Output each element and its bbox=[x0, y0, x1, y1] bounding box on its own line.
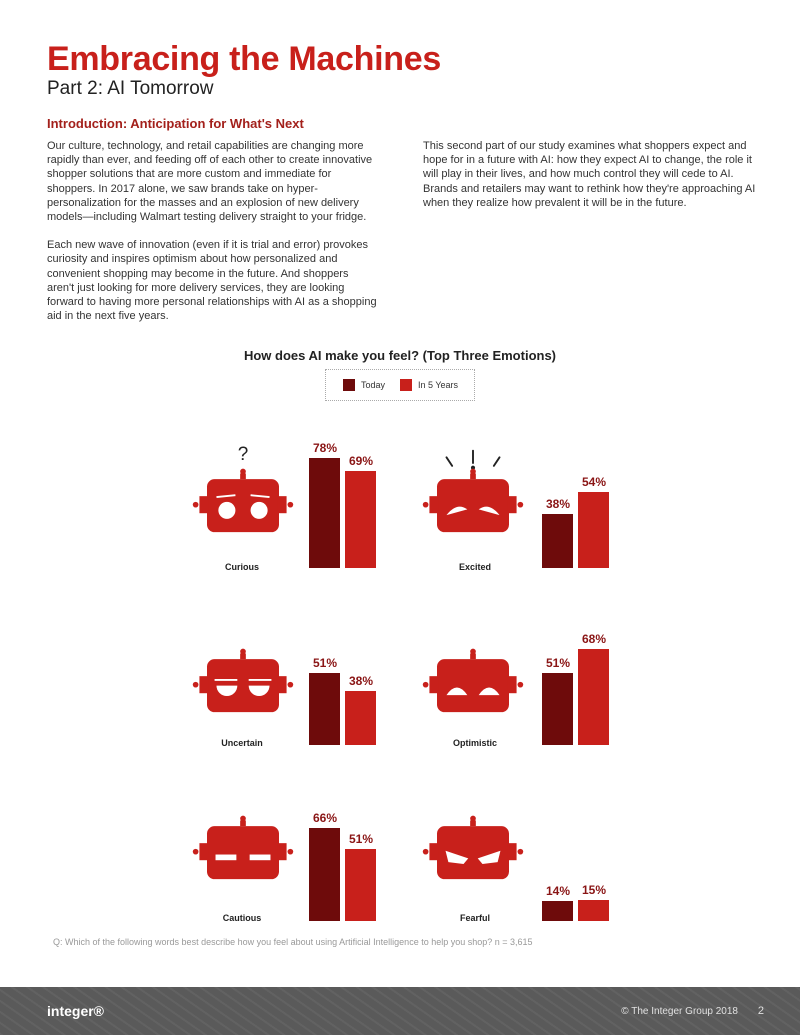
data-label: 69% bbox=[348, 453, 374, 468]
data-label: 51% bbox=[348, 831, 374, 846]
chart-legend bbox=[325, 369, 475, 401]
robot-face-icon bbox=[418, 792, 528, 882]
section-heading: Introduction: Anticipation for What's Next bbox=[47, 116, 304, 131]
legend-item-in-5-years bbox=[400, 379, 458, 391]
category-label: Curious bbox=[224, 562, 259, 572]
bar-in-5-years bbox=[578, 900, 609, 921]
bar-in-5-years bbox=[578, 649, 609, 745]
data-label: 68% bbox=[581, 631, 607, 646]
body-paragraph: This second part of our study examines what shoppers expect and hope for in a future with AI: how they expect AI to change, the role it will play in their lives, and how much control they will cede to AI. Brands and retailers may want to rethink how they're approaching AI when they realize how prevalent it will be in the future. bbox=[423, 140, 756, 209]
bar-in-5-years bbox=[578, 492, 609, 568]
robot-illustration bbox=[188, 792, 298, 887]
bar-in-5-years bbox=[345, 849, 376, 921]
bar-today bbox=[542, 514, 573, 568]
legend-label: Today bbox=[361, 380, 386, 390]
page-number: 2 bbox=[757, 1005, 764, 1017]
category-label: Cautious bbox=[222, 913, 262, 923]
data-label: 51% bbox=[312, 655, 338, 670]
data-label: 78% bbox=[312, 440, 338, 455]
data-label: 54% bbox=[581, 474, 607, 489]
robot-face-icon bbox=[188, 625, 298, 715]
robot-illustration bbox=[418, 625, 528, 720]
category-label: Excited bbox=[458, 562, 491, 572]
bar-today bbox=[309, 828, 340, 921]
bar-today bbox=[309, 673, 340, 745]
robot-illustration bbox=[188, 625, 298, 720]
robot-illustration bbox=[418, 792, 528, 887]
data-label: 38% bbox=[545, 497, 571, 512]
category-label: Fearful bbox=[459, 913, 490, 923]
legend-label: In 5 Years bbox=[418, 380, 459, 390]
body-paragraph: Our culture, technology, and retail capabilities are changing more rapidly than ever, and feeding off of each other to create innovative shopper solutions that are more custom and immediate for shoppers. In 2017 alone, we saw brands take on hyper-personalization for the masses and an explosion of new delivery models—including Walmart testing delivery straight to your fridge. bbox=[47, 140, 373, 224]
body-right-column bbox=[423, 139, 758, 224]
robot-face-icon bbox=[188, 792, 298, 882]
robot-illustration bbox=[418, 445, 528, 540]
exclamation-icon bbox=[446, 451, 499, 469]
robot-illustration bbox=[188, 445, 298, 540]
question-mark-icon: ? bbox=[237, 445, 249, 466]
data-label: 66% bbox=[312, 810, 338, 825]
body-paragraph: Each new wave of innovation (even if it is trial and error) provokes curiosity and inspires optimism about how personalized and convenient shopping may become in the future. And shoppers aren't just looking for more delivery services, they are looking forward to having more personal relationships with AI as a shopping aid in the next five years. bbox=[47, 239, 377, 323]
bar-today bbox=[542, 901, 573, 921]
data-label: 38% bbox=[348, 674, 374, 689]
page-footer bbox=[0, 987, 800, 1035]
legend-item-today bbox=[343, 379, 385, 391]
legend-swatch bbox=[343, 379, 355, 391]
footer-copyright: © The Integer Group 2018 bbox=[621, 1006, 738, 1017]
survey-footnote: Q: Which of the following words best describe how you feel about using Artificial Intelligence to help you shop? n = 3,615 bbox=[53, 937, 533, 947]
bar-in-5-years bbox=[345, 691, 376, 745]
legend-swatch bbox=[400, 379, 412, 391]
page-subtitle: Part 2: AI Tomorrow bbox=[47, 78, 214, 99]
bar-today bbox=[542, 673, 573, 745]
robot-face-icon bbox=[418, 445, 528, 535]
category-label: Uncertain bbox=[221, 738, 263, 748]
body-left-column bbox=[47, 139, 377, 337]
data-label: 14% bbox=[545, 884, 571, 899]
page-title: Embracing the Machines bbox=[47, 40, 441, 78]
chart-title: How does AI make you feel? (Top Three Emotions) bbox=[243, 348, 557, 363]
integer-logo: integer® bbox=[47, 1003, 104, 1019]
category-label: Optimistic bbox=[452, 738, 497, 748]
robot-face-icon bbox=[188, 445, 298, 535]
robot-face-icon bbox=[418, 625, 528, 715]
bar-in-5-years bbox=[345, 471, 376, 568]
data-label: 15% bbox=[581, 882, 607, 897]
data-label: 51% bbox=[545, 655, 571, 670]
bar-today bbox=[309, 458, 340, 568]
